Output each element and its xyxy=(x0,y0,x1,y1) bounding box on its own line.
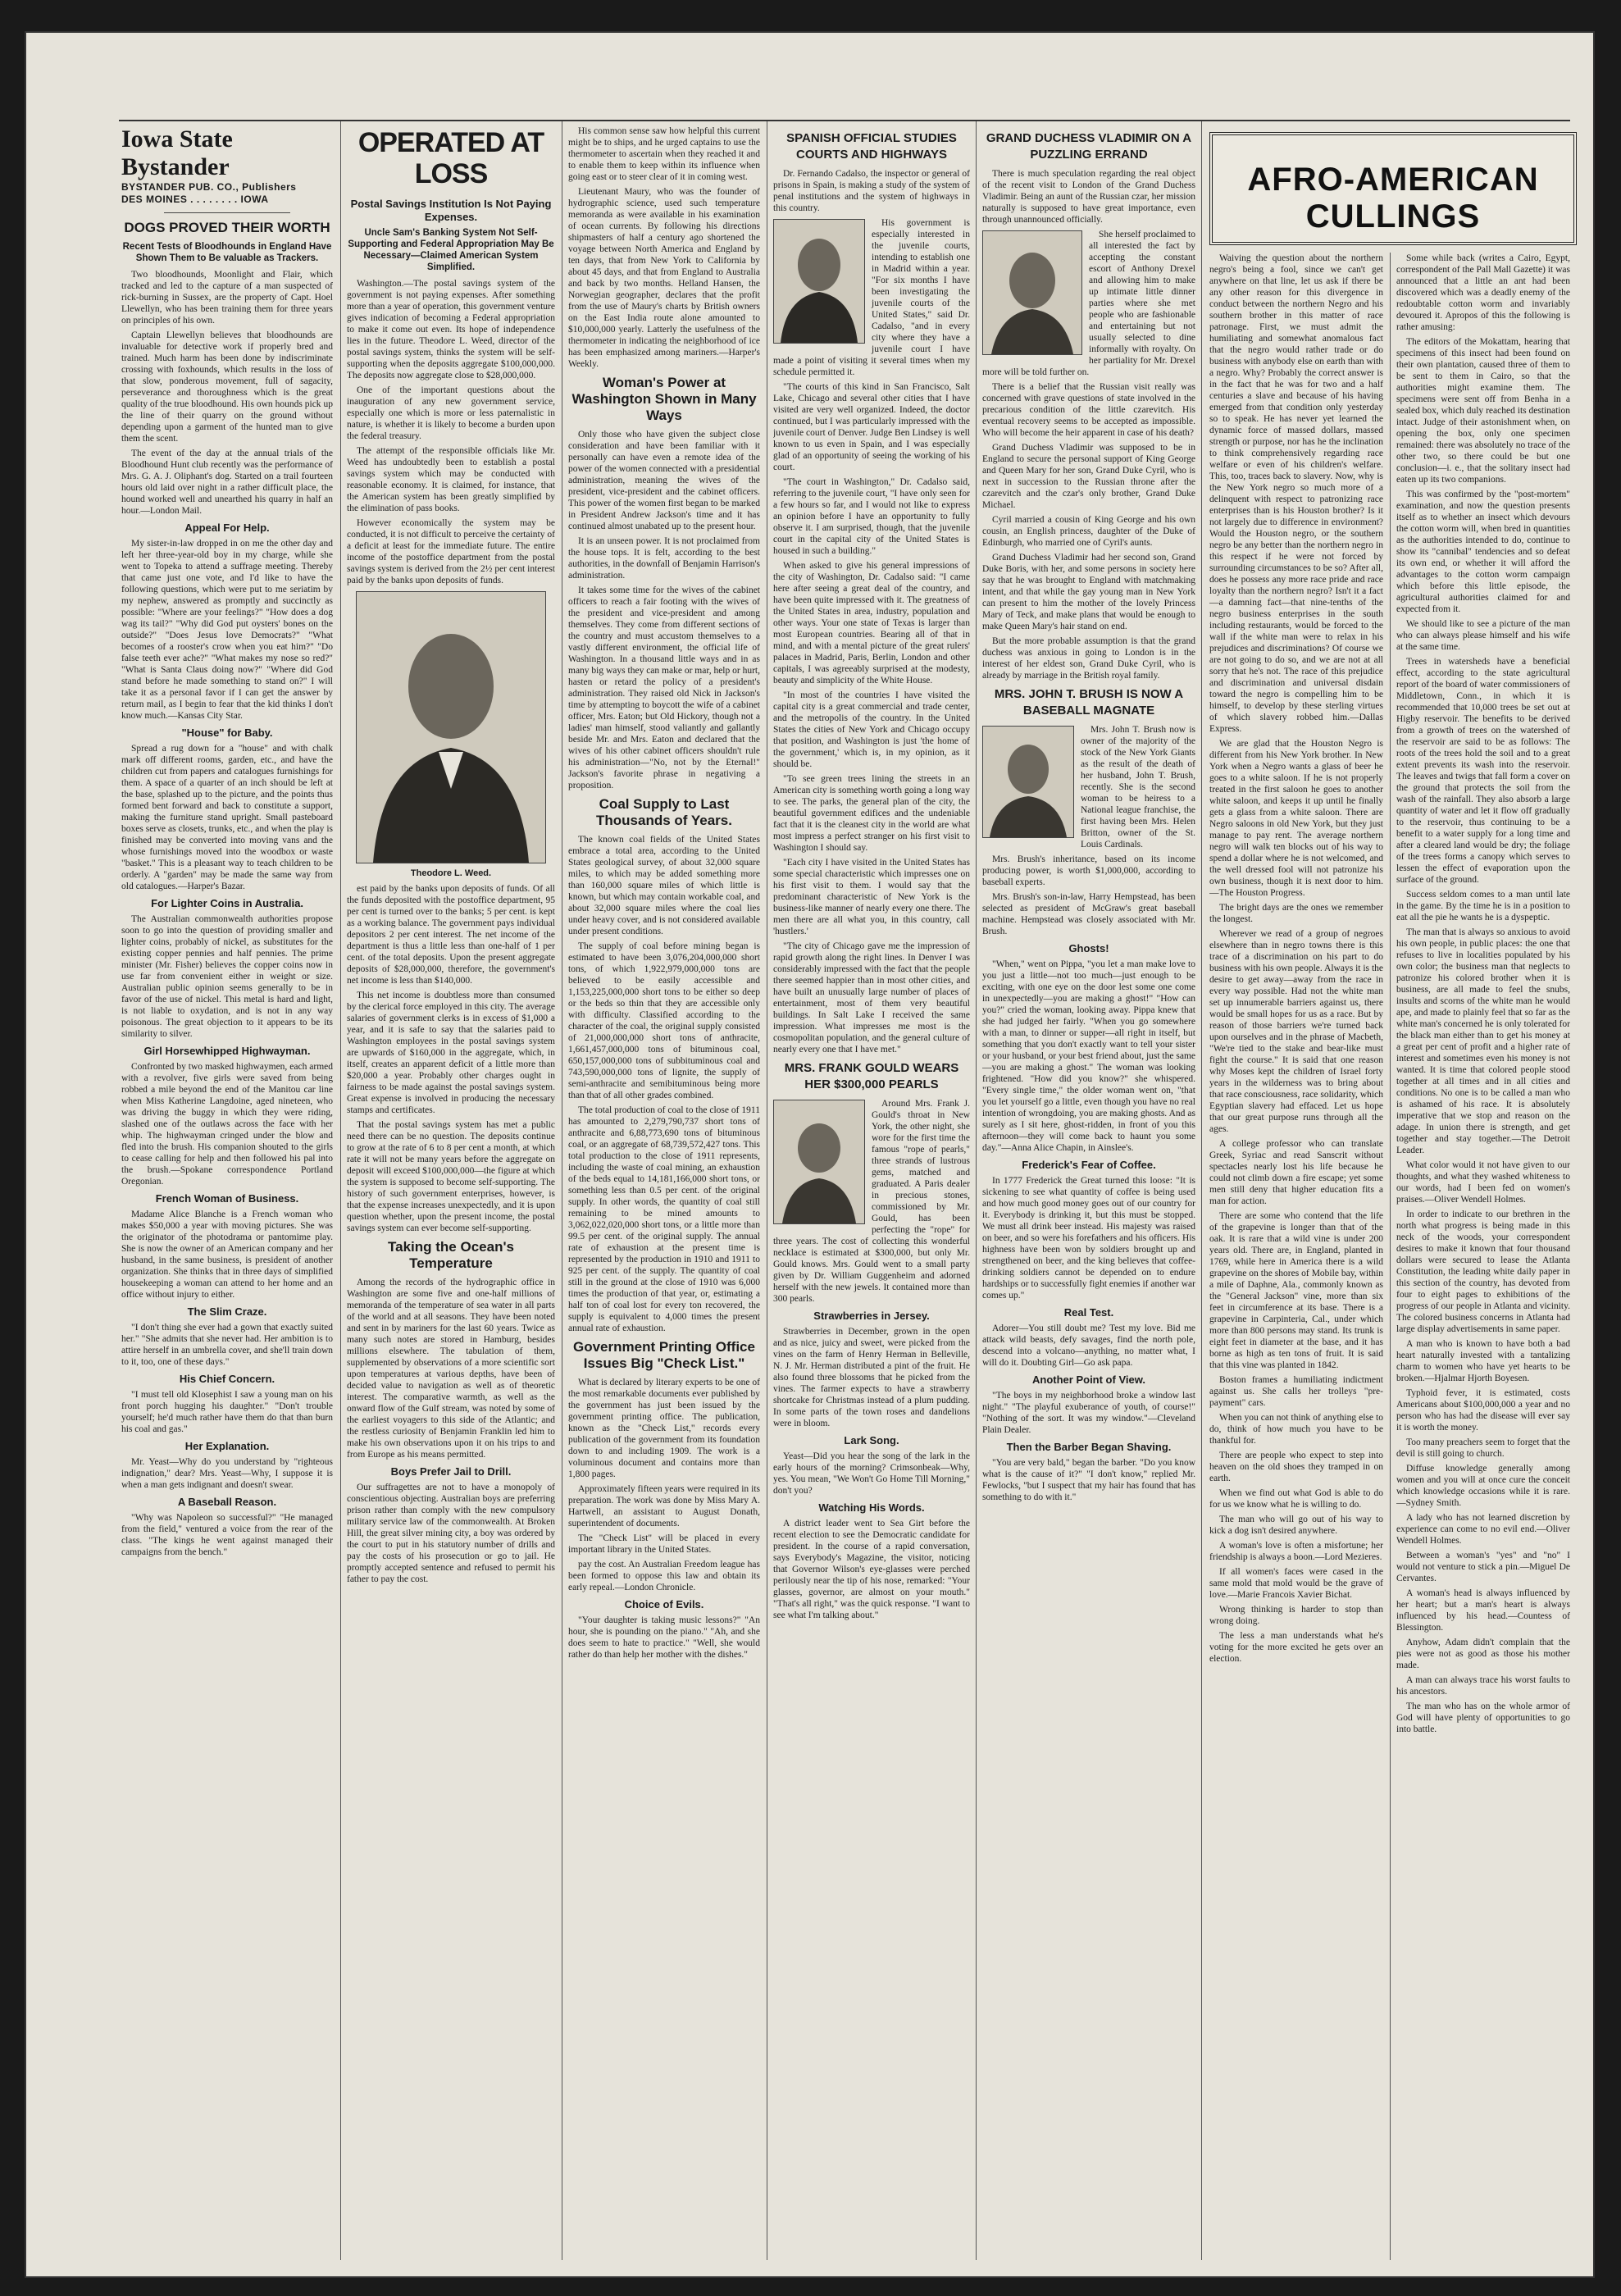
column-4 xyxy=(773,125,970,2262)
article-paragraph: "Why was Napoleon so successful?" "He managed from the field," ventured a voice from the rear of the class. "The kings he went against managed their campaigns from the bench." xyxy=(121,1513,333,1557)
column-rule xyxy=(340,121,341,2260)
portrait-caption: Theodore L. Weed. xyxy=(410,868,492,878)
article-paragraph: Wrong thinking is harder to stop than wrong doing. xyxy=(1209,1605,1383,1626)
headline: Government Printing Office Issues Big "Check List." xyxy=(573,1339,755,1371)
article-paragraph: Among the records of the hydrographic office in Washington are some five and one-half millions of memoranda of the temperature of sea water in all parts of the world and at all seasons. They have been noted and sent in by mariners for the last 60 years. Twice as many such notes are stored in Hamburg, besides millions elsewhere. The tabulation of them, supplemented by observations of a more scientific sort upon temperatures at various depths, have been of decided value to navigation as well as of theoretic interest. The comparative warmth, as well as the onward flow of the Gulf stream, was noted by some of the earliest voyagers to this side of the Atlantic; and the restless curiosity of Benjamin Franklin led him to make his own observations upon it on his trips to and from Europe as his means permitted. xyxy=(347,1278,555,1460)
article-paragraph: "Your daughter is taking music lessons?" "An hour, she is pounding on the piano." "Ah, and she does seem to hate to practice." "Well, she would rather do than help her mother with the dishes." xyxy=(568,1615,760,1660)
article-paragraph: In order to indicate to our brethren in the north what progress is being made in this neck of the woods, your correspondent desires to make it known that four thousand dollars were secured to lease the Atlanta Constitution, the leading white daily paper in this section of the country, has devoted from four to eight pages to exhibitions of the progress of our people in Atlanta and vicinity. The colored business concerns in Atlanta had large display advertisements in same paper. xyxy=(1396,1210,1570,1334)
article-paragraph: A man who is known to have both a bad heart naturally invested with a tantalizing charm to women who have yet hearts to be broken.—Hjalmar Hjorth Boyesen. xyxy=(1396,1339,1570,1383)
article-paragraph: Captain Llewellyn believes that bloodhounds are invaluable for detective work if properly bred and trained. Much harm has been done by indiscriminate crossing with foxhounds, which results in the loss of that slow, ponderous movement, full of sagacity, perseverance and thoroughness which is the great quality of the true bloodhound. His own hounds pick up the line of their quarry on the ground without depending upon a garment of the hunted man to give them the scent. xyxy=(121,330,333,444)
article-paragraph: "In most of the countries I have visited the capital city is a great commercial and trade center, and the metropolis of the country. In the United States the cities of New York and Chicago occupy that position, and Washington is just 'the home of the government,' which is, in my opinion, as it should be. xyxy=(773,690,970,769)
portrait-photo xyxy=(356,591,546,863)
portrait-photo xyxy=(982,726,1074,838)
article-paragraph: Waiving the question about the northern negro's being a fool, since we can't get anywhere on that line, let us ask if there be any other reason for this divergence in conduct between the northern Negro and his southern brother in this matter of race patronage. First, we must admit the humiliating and somewhat anomalous fact that the negro would rather trade or do business with anybody else on earth than with a negro. Why? Probably the correct answer is in the fact that he was for two and a half centuries a slave and because of his having emerged from that condition only yesterday so to speak. He has never yet learned the dynamic force of massed dollars, massed strength or purpose, nor has he the inclination to think comprehensively regarding race welfare or even of his children's welfare. This, too, traces back to slavery. Now, why is the New York negro so much more of a delinquent with respect to patronizing race enterprises than is his Houston brother? Is it not largely due to difference in environment? Would the Houston negro, or the southern negro be any better than the northern negro in this respect if he were not forced by surrounding circumstances to be so? After all, does he possess any more race pride and race loyalty than the northern negro? Isn't it a fact—a damning fact—that nine-tenths of the negro business enterprises in the south including restaurants, would be forced to the wall if the white man were to relax in his prejudices and discriminations? Of course we are not going to do so, and we are not at all sorry that he's not. The race of this prejudice and discrimination and universal disdain toward the negro is compelling him to be himself, to develop by these sterling virtues of which slavery robbed him.—Dallas Express. xyxy=(1209,253,1383,734)
masthead-publisher: BYSTANDER PUB. CO., Publishers xyxy=(121,181,297,193)
column-3 xyxy=(568,125,760,2262)
article-paragraph: One of the important questions about the inauguration of any new government service, especially one which is more or less paternalistic in nature, is whether it is likely to become a burden upon the federal treasury. xyxy=(347,385,555,441)
article-paragraph: Too many preachers seem to forget that the devil is still going to church. xyxy=(1396,1437,1570,1459)
article-paragraph: Trees in watersheds have a beneficial effect, according to the state agricultural report of the board of water commissioners of Middletown, Conn., in which it is recommended that 10,000 trees be set out at Higby reservoir. The benefits to be derived from a growth of trees on the watershed of the reservoir are said to be as follows: The roots of the trees hold the soil and to a great extent prevents its wash into the reservoir. The leaves and twigs that fall form a cover on the ground that protects the soil from the wash of the rainfall. They also absorb a large quantity of water and let it flow off gradually to the reservoir, thus continuing to be a benefit to a water supply for a long time and after a cleared land would be dry; the foliage of the trees forms a canopy which serves to lessen the effect of evaporation upon the surface of the ground. xyxy=(1396,657,1570,885)
article-paragraph: Yeast—Did you hear the song of the lark in the early hours of the morning? Crimsonbeak—Why, yes. You mean, "We Won't Go Home Till Morning," don't you? xyxy=(773,1451,970,1496)
article-paragraph: Cyril married a cousin of King George and his own cousin, an English princess, daughter of the Duke of Edinburgh, who married one of Cyril's aunts. xyxy=(982,515,1195,548)
article-paragraph: The known coal fields of the United States embrace a total area, according to the United States geological survey, of about 32,000 square miles, to which may be added something more than 160,000 square miles of which little is known, but which may contain workable coal, and about 32,000 square miles where the coal lies under heavy cover, and is not considered available under present conditions. xyxy=(568,835,760,936)
article-paragraph: This was confirmed by the "post-mortem" examination, and now the question presents itself as to whether an insect which devours the cotton worm will, when bred in quantities as the authorities intended to do, continue to show its "cannibal" tendencies and so defeat its own end, or whether it will afford the advantages to the cotton worm campaign which before this little episode, the agricultural authorities claimed for and expected from it. xyxy=(1396,490,1570,614)
headline: Girl Horsewhipped Highwayman. xyxy=(143,1045,311,1057)
article-paragraph: Lieutenant Maury, who was the founder of hydrographic science, used such temperature memoranda as were available in his examination of ocean currents. By following his directions shipmasters of half a century ago shortened the voyage between North America and England by ten days, that from New York to California by about 45 days, and that from England to Australia and back by two months. Helland Hansen, the Norwegian geographer, declares that the profit from the use of Maury's charts by British owners on the East India route alone amounted to $10,000,000 yearly. Latterly the usefulness of the thermometer in indicating the neighborhood of ice has been emphasized among mariners.—Harper's Weekly. xyxy=(568,187,760,369)
article-paragraph: "Each city I have visited in the United States has some special characteristic which impresses one on his first visit to them. I would say that the predominant characteristic of New York is the business-like manner of nearly every one there. The men there are all what you, in this country, call 'hustlers.' xyxy=(773,858,970,936)
article-paragraph: Strawberries in December, grown in the open and as nice, juicy and sweet, were picked from the vines on the farm of Henry Herman in Belleville, N. J. Mr. Herman distributed a pint of the fruit. He also found three blossoms that he picked from the vines. The farmer expects to have a strawberry shortcake for Christmas instead of a plum pudding. In some parts of the town roses and dandelions were in bloom. xyxy=(773,1327,970,1428)
headline: French Woman of Business. xyxy=(155,1192,299,1205)
article-paragraph: The man who will go out of his way to kick a dog isn't desired anywhere. xyxy=(1209,1515,1383,1536)
article-paragraph: The supply of coal before mining began is estimated to have been 3,076,204,000,000 short tons, of which 1,922,979,000,000 tons are believed to be easily accessible and 1,153,225,000,000 short tons to be either so deep or the beds so thin that they are accessible only with difficulty. Classified according to the character of the coal, the original supply consisted of 21,000,000,000 short tons of anthracite, 1,661,457,000,000 tons of bituminous coal, 650,157,000,000 tons of subbituminous coal and 743,590,000,000 tons of lignite, the supply of semi-anthracite and semibituminous being more than that of all other grades combined. xyxy=(568,941,760,1100)
article-paragraph: Only those who have given the subject close consideration and have been familiar with it personally can have even a remote idea of the power of the women connected with a presidential administration, meaning the wives of the president, vice-president and the cabinet officers. This power of the women first began to be marked in President Andrew Jackson's time and it has continued almost unabated up to the present hour. xyxy=(568,430,760,531)
article-paragraph: "I must tell old Klosephist I saw a young man on his front porch hugging his daughter." "Don't trouble yourself; he'd much rather have them do that than burn his coal and gas." xyxy=(121,1390,333,1434)
article-paragraph: Wherever we read of a group of negroes elsewhere than in negro towns there is this trace of a discrimination on his part to do business with his own people. Always it is the desire to get away—away from the race in every way possible. Had not the white man set up innumerable barriers against us, there would be small hopes for us as a race. But by reason of those barriers we're turned back upon ourselves and in the phrase of Macbeth, "We're tied to the stake and bear-like must fight the course." It is said that one reason why Moses kept the children of Israel forty years in the wilderness was to bring about that race consciousness, race solidarity, which Egyptian slavery had effaced. Let us hope that our great purpose runs through all the ages. xyxy=(1209,929,1383,1134)
section-title: AFRO-AMERICAN CULLINGS xyxy=(1247,162,1539,235)
portrait-illustration xyxy=(983,727,1073,837)
article-paragraph: A woman's love is often a misfortune; her friendship is always a boon.—Lord Mezieres. xyxy=(1209,1541,1383,1562)
portrait-photo xyxy=(982,230,1082,355)
headline: Coal Supply to Last Thousands of Years. xyxy=(596,796,732,828)
headline: A Baseball Reason. xyxy=(177,1496,277,1508)
headline: Then the Barber Began Shaving. xyxy=(1006,1441,1172,1453)
article-paragraph: We should like to see a picture of the man who can always please himself and his wife at the same time. xyxy=(1396,619,1570,652)
article-paragraph: The event of the day at the annual trials of the Bloodhound Hunt club recently was the performance of Mrs. G. A. J. Oliphant's dog. Started on a trail fourteen hours old laid over night in a rather difficult place, the hound worked well and unearthed his quarry in half an hour.—London Mail. xyxy=(121,449,333,516)
article-paragraph: Madame Alice Blanche is a French woman who makes $50,000 a year with moving pictures. She was the originator of the photodrama or pantomime play. She is now the owner of an American company and her husband, in the same business, is president of another organization. She thinks that in three days of simplified housekeeping a woman can attend to her home and an office without injury to either. xyxy=(121,1210,333,1300)
headline: GRAND DUCHESS VLADIMIR ON A PUZZLING ERRAND xyxy=(986,131,1192,162)
article-paragraph: What is declared by literary experts to be one of the most remarkable documents ever published by the government has just been issued by the government printing office. The publication, known as the "Check List," records every publication of the government from its foundation down to and including 1909. The work is a voluminous document and contains more than 1,800 pages. xyxy=(568,1378,760,1479)
article-paragraph: It is an unseen power. It is not proclaimed from the house tops. It is felt, according to the best authorities, in the downfall of Benjamin Harrison's administration. xyxy=(568,536,760,581)
portrait-photo xyxy=(773,1100,865,1224)
headline: Her Explanation. xyxy=(184,1440,270,1452)
article-paragraph: "To see green trees lining the streets in an American city is something worth going a long way to see. The parks, the general plan of the city, the beautiful government edifices and the undeniable fact that it is the cleanest city in the world are what most impress a perfect stranger on his first visit to Washington I should say. xyxy=(773,774,970,853)
article-paragraph: A woman's head is always influenced by her heart; but a man's heart is always influenced by his head.—Countess of Blessington. xyxy=(1396,1588,1570,1633)
headline: Another Point of View. xyxy=(1032,1374,1145,1386)
article-paragraph: Dr. Fernando Cadalso, the inspector or general of prisons in Spain, is making a study of the system of penal institutions and the system of highways in this country. xyxy=(773,169,970,213)
article-paragraph: Approximately fifteen years were required in its preparation. The work was done by Miss Mary A. Hartwell, an assistant to August Donath, superintendent of documents. xyxy=(568,1484,760,1528)
article-paragraph: If all women's faces were cased in the same mold that mold would be the grave of love.—Marie Francois Xavier Bichat. xyxy=(1209,1567,1383,1600)
article-paragraph: A college professor who can translate Greek, Syriac and read Sanscrit without spectacles nearly lost his life because he could not climb down a fire escape; yet some men still deny that higher education fits a man for action. xyxy=(1209,1139,1383,1206)
headline: Frederick's Fear of Coffee. xyxy=(1022,1159,1156,1171)
article-paragraph: There are some who contend that the life of the grapevine is longer than that of the oak. It is rare that a wild vine is under 200 years old. There are, in England, planted in 1769, while here in America there is a wild grapevine on the shores of Mobile bay, within a mile of Daphne, Ala., commonly known as the "General Jackson" vine, more than six feet in circumference at its base. There is a grapevine in Carpinteria, Cal., under which more than 800 persons may stand. Its trunk is eight feet in diameter at the base, and it has borne as high as ten tons of fruit. It is said that this vine was planted in 1842. xyxy=(1209,1211,1383,1370)
article-paragraph: When we find out what God is able to do for us we know what he is willing to do. xyxy=(1209,1488,1383,1510)
headline: Taking the Ocean's Temperature xyxy=(388,1239,514,1271)
article-paragraph: "I don't thing she ever had a gown that exactly suited her." "She admits that she never had. Her ambition is to attire herself in an umbrella cover, and she'll train down to it, too, one of these days." xyxy=(121,1323,333,1367)
article-paragraph: There is much speculation regarding the real object of the recent visit to London of the Grand Duchess Vladimir. Being an aunt of the Russian czar, her mission naturally is supposed to have great importance, even through unannounced officially. xyxy=(982,169,1195,225)
subheadline: Postal Savings Institution Is Not Paying Expenses. xyxy=(350,198,552,223)
article-paragraph: There is a belief that the Russian visit really was concerned with grave questions of state involved in the precarious condition of the little czarevitch. His eventual recovery seems to be accepted as impossible. Who will become the heir apparent in case of his death? xyxy=(982,382,1195,438)
article-paragraph: It takes some time for the wives of the cabinet officers to reach a fair footing with the wives of the president and vice-president and among themselves. They come from different sections of the country and must accustom themselves to a vastly different environment, the official life of Washington. In a thousand little ways and in as many big ways they can make or mar, help or hurt, hasten or retard the policy of a president's administration. They raised old Nick in Jackson's time by attempting to boycott the wife of a cabinet officer, Mrs. Eaton; but Old Hickory, though not a ladies' man himself, stood valiantly and gallantly beside Mr. and Mrs. Eaton and declared that the wives of his other cabinet officers shouldn't rule his administration—"No, not by the Eternal!" Jackson's favorite phrase in negativing a proposition. xyxy=(568,585,760,790)
article-paragraph: A man can always trace his worst faults to his ancestors. xyxy=(1396,1675,1570,1697)
article-paragraph: The bright days are the ones we remember the longest. xyxy=(1209,903,1383,924)
headline: SPANISH OFFICIAL STUDIES COURTS AND HIGHWAYS xyxy=(786,131,957,162)
headline: MRS. FRANK GOULD WEARS HER $300,000 PEARLS xyxy=(784,1061,959,1091)
column-7 xyxy=(1396,253,1570,2262)
article-paragraph: The less a man understands what he's voting for the more excited he gets over an election. xyxy=(1209,1631,1383,1664)
article-paragraph: Mrs. John T. Brush now is owner of the majority of the stock of the New York Giants as the result of the death of her husband, John T. Brush, recently. She is the second woman to be heiress to a National league franchise, the first having been Mrs. Helen Britton, owner of the St. Louis Cardinals. xyxy=(1081,725,1195,850)
article-paragraph: My sister-in-law dropped in on me the other day and left her three-year-old boy in my charge, while she went to Topeka to attend a suffrage meeting. Thereby that came just one vote, and I'd like to have the following questions, which were put to me seriatim by my nephew, answered as promptly and succinctly as possible: "Where are your feelings?" "How does a dog wag its tail?" "Why did God put oysters' bones on the outside?" "Does Jesus love Democrats?" "What becomes of a rooster's crow when you eat him?" "Do false teeth ever ache?" "What makes my nose so red?" "What is Santa Claus doing now?" "Where did God stand before he made something to stand on?" I will take it as a personal favor if I can get the answer by return mail, as I begin to fear that the kid thinks I don't know much.—Kansas City Star. xyxy=(121,539,333,721)
headline-operated-at-loss: OPERATED AT LOSS xyxy=(357,127,544,189)
headline: His Chief Concern. xyxy=(179,1373,275,1385)
article-paragraph: The Australian commonwealth authorities propose soon to go into the question of providing smaller and lighter coins, probably of nickel, as substitutes for the existing copper pennies and half pennies. The prime minister (Mr. Fisher) believes the copper coins now in use far from convenient either in weight or size. Australian public opinion seems generally to be in favor of the use of nickel. This metal is hard and light, is not liable to oxydation, and is not in any way poisonous. The great objection to it appears to be its similarity to silver. xyxy=(121,914,333,1039)
article-paragraph: Spread a rug down for a "house" and with chalk mark off different rooms, garden, etc., and have the children cut from papers and catalogues furnishings for them. A space of a quarter of an inch should be left at the base, splashed up to the picture, and the points thus formed bent forward and back to constitute a support, making the furniture stand upright. Small pasteboard boxes serve as closets, trunks, etc., and when the play is finished may be converted into moving vans and the whose furnishings moved into the woodbox or waste "basket." This is a pleasant way to teach children to be orderly. A "garden" may be made the same way from old catalogues.—Harper's Bazar. xyxy=(121,744,333,891)
headline: Lark Song. xyxy=(844,1434,899,1446)
headline: Woman's Power at Washington Shown in Many Ways xyxy=(571,375,757,423)
article-paragraph: Adorer—You still doubt me? Test my love. Bid me attack wild beasts, defy savages, find the north pole, descend into a volcano—anything, no matter what, I will do it. Doubting Girl—Go ask papa. xyxy=(982,1323,1195,1368)
article-paragraph: However economically the system may be conducted, it is not difficult to perceive the certainty of a deficit at least for the immediate future. The entire income of the postoffice department from the postal savings system is derived from the 2½ per cent interest paid by the banks upon deposits of funds. xyxy=(347,518,555,585)
masthead-place: DES MOINES . . . . . . . . IOWA xyxy=(121,194,269,205)
cullings-section xyxy=(1209,253,1570,2262)
article-paragraph: The editors of the Mokattam, hearing that specimens of this insect had been found on their own plantation, caused three of them to be sent to them in Cairo, so that the authorities might examine them. The specimens were sent off from Benha in a sealed box, which duly reached its destination intact. Judge of their astonishment when, on opening the box, only one specimen remained: there was absolutely no trace of the other two, so there could be but one conclusion—i. e., that the solitary insect had eaten up its two companions. xyxy=(1396,337,1570,485)
top-rule xyxy=(119,120,1570,121)
column-rule xyxy=(976,121,977,2260)
headline: Watching His Words. xyxy=(818,1501,925,1514)
column-6 xyxy=(1209,253,1383,2262)
portrait-illustration xyxy=(357,592,545,863)
article-paragraph: pay the cost. An Australian Freedom league has been formed to oppose this law and obtain its early repeal.—London Chronicle. xyxy=(568,1560,760,1592)
article-paragraph: Mr. Yeast—Why do you understand by "righteous indignation," dear? Mrs. Yeast—Why, I suppose it is when a man gets indignant and doesn't swear. xyxy=(121,1457,333,1490)
article-paragraph: Mrs. Brush's son-in-law, Harry Hempstead, has been selected as president of McGraw's great baseball machine. Hempstead was closely associated with Mr. Brush. xyxy=(982,892,1195,936)
article-paragraph: She herself proclaimed to all interested the fact by accepting the constant escort of Anthony Drexel and allowing him to make up intimate little dinner parties where she met people who are fashionable and entertaining but not usually selected to dine informally with royalty. On her partiality for Mr. Drexel more will be told further on. xyxy=(982,230,1195,377)
article-paragraph: "You are very bald," began the barber. "Do you know what is the cause of it?" "I don't know," replied Mr. Fewlocks, "but I suspect that my hair has found that has something to do with it." xyxy=(982,1458,1195,1502)
headline: Choice of Evils. xyxy=(624,1598,704,1610)
article-paragraph: What color would it not have given to our thoughts, and what they washed whiteness to our words, had I been fed on women's praises.—Oliver Wendell Holmes. xyxy=(1396,1160,1570,1205)
article-paragraph: est paid by the banks upon deposits of funds. Of all the funds deposited with the postoffice department, 95 per cent is turned over to the banks; 5 per cent. is kept as a working balance. The government pays individual depositors 2 per cent interest. The net income of the department is thus a little less than one-half of 1 per cent. of the total deposits. Upon the present aggregate deposits of $28,000,000, therefore, the government's net income is less than $140,000. xyxy=(347,884,555,986)
article-paragraph: Grand Duchess Vladimir had her second son, Grand Duke Boris, with her, and some persons in society here say that he was brought to England with matchmaking intent, and that while the gay young man in New York can present to him the mother of the lovely Princess Mary of Teck, and make plans that would be enough to make Queen Mary's hair stand on end. xyxy=(982,553,1195,631)
portrait-illustration xyxy=(774,1100,864,1223)
article-paragraph: Between a woman's "yes" and "no" I would not venture to stick a pin.—Miguel De Cervantes. xyxy=(1396,1551,1570,1583)
article-paragraph: Our suffragettes are not to have a monopoly of conscientious objecting. Australian boys are preferring prison rather than comply with the new compulsory military service law of the commonwealth. At Broken Hill, the great silver mining city, a boy was ordered by the court to put in his statutory number of drills and pay the costs of his prosecution or go to jail. He promptly accepted sentence and refused to permit his father to pay the cost. xyxy=(347,1483,555,1584)
article-paragraph: When asked to give his general impressions of the city of Washington, Dr. Cadalso said: "I came here after seeing a great deal of the country, and have been quite impressed with it. The greatness of the United States in area, industry, population and other ways. Your one state of Texas is larger than most European countries. Bearing all of that in mind, and with a mental picture of the great rulers' palaces in Madrid, Paris, Berlin, London and other capitals, I was agreeably surprised at the modesty, beauty and simplicity of the White House. xyxy=(773,561,970,686)
headline: MRS. JOHN T. BRUSH IS NOW A BASEBALL MAGNATE xyxy=(994,687,1184,718)
article-paragraph: His common sense saw how helpful this current might be to ships, and he urged captains to use the thermometer to ascertain when they reached it and to enable them to keep within its influence when going east or to steer clear of it in coming west. xyxy=(568,126,760,182)
article-paragraph: The man who has on the whole armor of God will have plenty of opportunities to go into battle. xyxy=(1396,1702,1570,1734)
article-paragraph: Typhoid fever, it is estimated, costs Americans about $100,000,000 a year and no person who has had the disease will ever say it is worth the money. xyxy=(1396,1388,1570,1433)
subheadline: Uncle Sam's Banking System Not Self-Supporting and Federal Appropriation May Be Necessary—Claimed American System Simplified. xyxy=(348,228,554,272)
headline: Real Test. xyxy=(1063,1306,1114,1319)
article-paragraph: Boston frames a humiliating indictment against us. She calls her trolleys "pre-payment" cars. xyxy=(1209,1375,1383,1408)
column-5 xyxy=(982,125,1195,2262)
masthead-title: Iowa State Bystander xyxy=(121,125,233,180)
cullings-title-box xyxy=(1209,132,1577,245)
portrait-illustration xyxy=(774,220,864,343)
article-paragraph: Anyhow, Adam didn't complain that the pies were not as good as those his mother made. xyxy=(1396,1638,1570,1670)
headline: For Lighter Coins in Australia. xyxy=(151,897,303,909)
article-paragraph: "The city of Chicago gave me the impression of rapid growth along the right lines. In Denver I was considerably impressed with the fact that the people there seemed happier than in most other cities, and have built an unusually large number of places of entertainment, most of them very beautiful buildings. In Salt Lake I received the same impression. What impresses me most is the cosmopolitan population, and the general culture of nearly every one that I have met." xyxy=(773,941,970,1055)
article-paragraph: A district leader went to Sea Girt before the recent election to see the Democratic candidate for president. In the course of a rapid conversation, says Everybody's Magazine, the visitor, noticing that Governor Wilson's eye-glasses were perched perilously near the tip of his nose, remarked: "Your glasses, governor, are almost on your mouth." "That's all right," was the quick response. "I want to see what I'm talking about." xyxy=(773,1519,970,1620)
article-paragraph: There are people who expect to step into heaven on the old shoes they tramped in on earth. xyxy=(1209,1451,1383,1483)
headline: Boys Prefer Jail to Drill. xyxy=(390,1465,512,1478)
article-paragraph: The "Check List" will be placed in every important library in the United States. xyxy=(568,1533,760,1555)
article-paragraph: A lady who has not learned discretion by experience can come to no evil end.—Oliver Wendell Holmes. xyxy=(1396,1513,1570,1546)
article-paragraph: Some while back (writes a Cairo, Egypt, correspondent of the Pall Mall Gazette) it was announced that a little an ant had been discovered which was a deadly enemy of the redoubtable cotton worm and invariably devoured it. Apropos of this the following is rather amusing: xyxy=(1396,253,1570,332)
article-paragraph: Mrs. Brush's inheritance, based on its income producing power, is worth $1,000,000, according to baseball experts. xyxy=(982,854,1195,887)
article-paragraph: Two bloodhounds, Moonlight and Flair, which tracked and led to the capture of a man suspected of rick-burning in Sussex, are the property of Capt. Hoel Llewellyn, who has been training them for three years on principles of his own. xyxy=(121,270,333,326)
headline: The Slim Craze. xyxy=(187,1305,267,1318)
headline: Strawberries in Jersey. xyxy=(813,1310,930,1322)
column-rule xyxy=(1201,121,1202,2260)
column-1 xyxy=(121,125,333,2262)
newspaper-page xyxy=(25,31,1595,2278)
portrait-illustration xyxy=(983,231,1081,354)
article-paragraph: Success seldom comes to a man until late in the game. By the time he is in a position to eat all the pie he wants he is a dyspeptic. xyxy=(1396,890,1570,922)
subheadline: Recent Tests of Bloodhounds in England Have Shown Them to Be valuable as Trackers. xyxy=(122,242,332,263)
headline: Appeal For Help. xyxy=(184,522,270,534)
article-paragraph: When you can not think of anything else to do, think of how much you have to be thankful for. xyxy=(1209,1413,1383,1446)
portrait-photo xyxy=(773,219,865,344)
article-paragraph: Confronted by two masked highwaymen, each armed with a revolver, five girls were saved from being robbed a mile beyond the end of the Manitou car line when Miss Katherine Langdoine, aged nineteen, who was driving the buggy in which they were riding, slashed one of the outlaws across the face with her whip. The highwayman cringed under the blow and fled into the brush. His companion shouted to the girls to cease calling for help and then followed his pal into the brush.—Spokane correspondence Portland Oregonian. xyxy=(121,1062,333,1187)
article-paragraph: "The boys in my neighborhood broke a window last night." "The playful exuberance of youth, of course!" "Nothing of the sort. It was my window."—Cleveland Plain Dealer. xyxy=(982,1391,1195,1435)
article-paragraph: This net income is doubtless more than consumed by the clerical force employed in this city. The average salaries of government clerks is in excess of $1,000 a year, and it is safe to say that the salaries paid to Washington employees in the postal savings system are upwards of $160,000 in the aggregate, which, in itself, creates an apparent deficit of a little more than $20,000 a year. Probably other charges ought in fairness to be made against the postal savings system. Great expense is involved in producing the necessary stamps and certificates. xyxy=(347,991,555,1115)
article-paragraph: Around Mrs. Frank J. Gould's throat in New York, the other night, she wore for the first time the famous "rope of pearls," three strands of lustrous gems, matched and graduated. A Paris dealer in precious stones, commissioned by Mr. Gould, has been perfecting the "rope" for three years. The cost of collecting this wonderful necklace is estimated at $300,000, but only Mr. Gould knows. Mrs. Gould went to a small party given by Dr. William Guggenheim and adorned herself with the new jewels. It contained more than 300 pearls. xyxy=(773,1099,970,1304)
article-paragraph: His government is especially interested in the juvenile courts, intending to establish one in Madrid within a year. "For six months I have been investigating the juvenile courts of the United States," said Dr. Cadalso, "and in every city where they have a juvenile court I have made a point of visiting it several times when my schedule permitted it. xyxy=(773,218,970,377)
headline: "House" for Baby. xyxy=(181,727,273,739)
article-paragraph: The attempt of the responsible officials like Mr. Weed has undoubtedly been to establish a postal savings system which may be conducted with reasonable economy. It is claimed, for instance, that the American system has been greatly simplified by the elimination of pass books. xyxy=(347,446,555,513)
article-paragraph: Washington.—The postal savings system of the government is not paying expenses. After something more than a year of operation, this government venture gives indication of becoming a Federal appropriation to make it come out even. Its hope of independence lies in the future. Theodore L. Weed, director of the postal savings system, thinks the system will be self-supporting when the deposits aggregate $100,000,000. The deposits now aggregate close to $28,000,000. xyxy=(347,279,555,380)
article-paragraph: Diffuse knowledge generally among women and you will at once cure the conceit which knowledge occasions while it is rare.—Sydney Smith. xyxy=(1396,1464,1570,1508)
article-paragraph: But the more probable assumption is that the grand duchess was anxious in going to London is in the interest of her eldest son, Grand Duke Cyril, who is already by marriage in the British royal family. xyxy=(982,636,1195,681)
article-paragraph: "The courts of this kind in San Francisco, Salt Lake, Chicago and several other cities that I have visited are very well organized. Indeed, the doctor continued, but I was particularly impressed with the juvenile court of Denver. Judge Ben Lindsey is well known to us even in Spain, and I was especially glad of an opportunity of seeing the working of his court. xyxy=(773,382,970,472)
article-paragraph: Grand Duchess Vladimir was supposed to be in England to secure the personal support of King George and Queen Mary for her son, Grand Duke Cyril, who is next in succession to the Russian throne after the czarevitch and the czar's only brother, Grand Duke Michael. xyxy=(982,443,1195,510)
article-paragraph: In 1777 Frederick the Great turned this loose: "It is sickening to see what quantity of coffee is being used and how much good money goes out of our country for it. Everybody is drinking it, but this must be stopped. We must all drink beer instead. His majesty was raised on beer, and so were his forefathers and his officers. His highness have been won by soldiers brought up and strengthened on beer, and the king believes that coffee-drinking soldiers cannot be depended on to endure hardships or to successfully fight enemies if another war comes up." xyxy=(982,1176,1195,1301)
article-paragraph: The total production of coal to the close of 1911 has amounted to 2,279,790,737 short tons of anthracite and 6,88,773,690 tons of bituminous coal, or an aggregate of 68,739,572,427 tons. This total production to the close of 1911 represents, including the waste of coal mining, an exhaustion of the beds equal to 14,181,166,000 short tons, or something less than 0.5 per cent. of the original supply. In other words, the quantity of coal still remaining to be mined amounts to 3,062,022,020,000 short tons, or a little more than 99.5 per cent. of the original supply. The annual rate of exhaustion at the present time is represented by the production in 1910 and 1911 to 925 per cent. of the supply. The quantity of coal still in the ground at the close of 1910 was 6,000 times the production of that year, or, estimating a half ton of coal lost for every ton recovered, the supply is equivalent to 4,000 times the present annual rate of exhaustion. xyxy=(568,1105,760,1333)
article-paragraph: The man that is always so anxious to avoid his own people, in public places: the one that refuses to live in localities populated by his own color; the business man that neglects to patronize his colored brother when it is business, are all made to feel the snubs, insults and scorns of the white man he would ape, and made to plainly feel that so far as the white man's concerned he is only tolerated for the black man either than to get his money at a great per cent of profit and a higher rate of interest and sometimes even his money is not wanted. It is time that colored people stood together at all times and in all cities and conditions. No one is to be called a man who is ashamed of his race. It is absolutely imperative that we stop and reason on the adage. In union there is strength, and get together and stay together.—The Detroit Leader. xyxy=(1396,927,1570,1155)
headline: DOGS PROVED THEIR WORTH xyxy=(124,220,330,235)
article-paragraph: We are glad that the Houston Negro is different from his New York brother. In New York when a Negro wants a glass of beer he goes to a white saloon. If he is not properly treated in the first saloon he goes to another white saloon, and keeps it up until he finally gets a glass from a white saloon. There are Negro saloons in old New York, but they just manage to pay rent. The average northern negro will walk ten blocks out of his way to spend a dollar where he is not welcomed, and the well dressed fool will not patronize his own business, though it is next door to him.—The Houston Progress. xyxy=(1209,739,1383,898)
article-paragraph: That the postal savings system has met a public need there can be no question. The deposits continue to grow at the rate of 6 to 8 per cent a month, at which rate it will not be many years before the aggregate on deposit will exceed $100,000,000—the figure at which the system is supposed to become self-supporting. The history of such government enterprises, however, is that the expense increases unexpectedly, and it is upon question whether, upon the present income, the postal savings system can ever become self-supporting. xyxy=(347,1120,555,1233)
column-2 xyxy=(347,125,555,2262)
article-paragraph: "When," went on Pippa, "you let a man make love to you just a little—not too much—just enough to be exciting, with one eye on the door lest some one come in unexpectedly—you are making a ghost!" "How can you?" cried the woman, looking away. Pippa knew that she had judged her fairly. "When you go somewhere with a man, to dinner or supper—all right in itself, but something that you don't exactly want to tell your sister or your husband, or your best friend about, just the same—you are making a ghost." The woman was looking frightened. "How did you know?" she whispered. "Every single time," the older woman went on, "that you let yourself go a little, even though you have no real intention of wrongdoing, you are making ghosts. And as surely as I sit here, ghost-ridden, in front of you this afternoon—they will come back to haunt you some day."—Anna Alice Chapin, in Ainslee's. xyxy=(982,959,1195,1153)
headline: Ghosts! xyxy=(1068,942,1109,954)
page-header xyxy=(119,48,1554,97)
article-paragraph: "The court in Washington," Dr. Cadalso said, referring to the juvenile court, "I have only seen for a few hours so far, and I would not like to express an opinion before I have an opportunity to fully observe it. I am surprised, though, that the juvenile court in the capital city of the United States is housed in such a building." xyxy=(773,477,970,556)
